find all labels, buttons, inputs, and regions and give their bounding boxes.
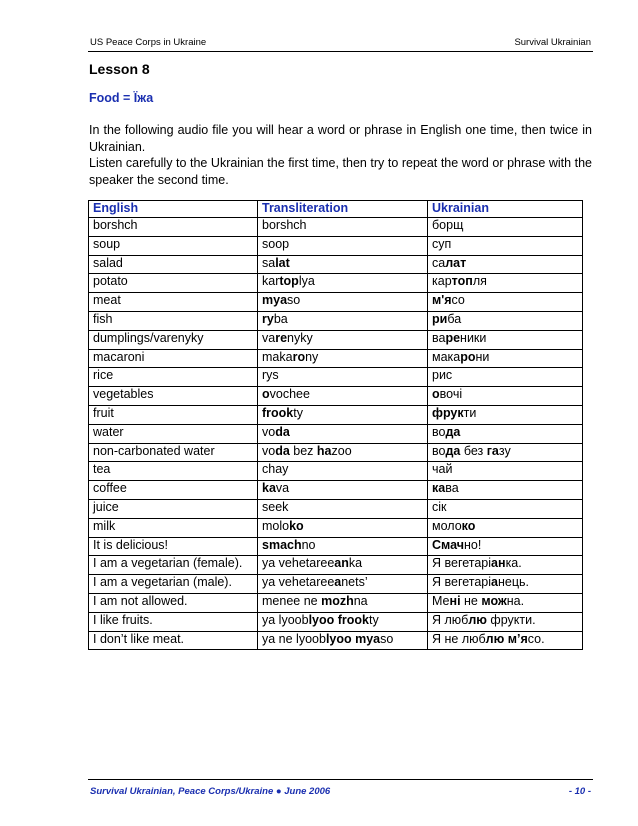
cell-transliteration: smachno — [258, 537, 428, 556]
cell-english: tea — [89, 462, 258, 481]
table-row — [89, 631, 583, 650]
table-row — [89, 443, 583, 462]
cell-english: meat — [89, 293, 258, 312]
table-row — [89, 218, 583, 237]
cell-ukrainian: кава — [428, 481, 583, 500]
cell-english: coffee — [89, 481, 258, 500]
cell-transliteration: menee ne mozhna — [258, 593, 428, 612]
cell-ukrainian: Я люблю фрукти. — [428, 612, 583, 631]
cell-transliteration: frookty — [258, 405, 428, 424]
table-row — [89, 481, 583, 500]
cell-english: non-carbonated water — [89, 443, 258, 462]
cell-ukrainian: салат — [428, 255, 583, 274]
cell-english: milk — [89, 518, 258, 537]
cell-english: dumplings/varenyky — [89, 330, 258, 349]
cell-ukrainian: Я не люблю м’ясо. — [428, 631, 583, 650]
header-left: US Peace Corps in Ukraine — [90, 37, 207, 48]
table-row — [89, 499, 583, 518]
cell-transliteration: voda bez hazoo — [258, 443, 428, 462]
cell-english: soup — [89, 236, 258, 255]
cell-transliteration: ya vehetareeanka — [258, 556, 428, 575]
cell-english: fish — [89, 311, 258, 330]
cell-english: I am a vegetarian (female). — [89, 556, 258, 575]
cell-ukrainian: вода — [428, 424, 583, 443]
table-row — [89, 274, 583, 293]
cell-english: water — [89, 424, 258, 443]
cell-transliteration: seek — [258, 499, 428, 518]
cell-ukrainian: борщ — [428, 218, 583, 237]
intro-text — [89, 122, 592, 188]
cell-transliteration: myaso — [258, 293, 428, 312]
table-row — [89, 330, 583, 349]
cell-transliteration: makarony — [258, 349, 428, 368]
cell-transliteration: chay — [258, 462, 428, 481]
cell-transliteration: rys — [258, 368, 428, 387]
cell-ukrainian: Я вегетаріанка. — [428, 556, 583, 575]
cell-transliteration: ya lyooblyoo frookty — [258, 612, 428, 631]
cell-transliteration: ya vehetareeanets’ — [258, 575, 428, 594]
cell-english: potato — [89, 274, 258, 293]
cell-english: rice — [89, 368, 258, 387]
cell-ukrainian: картопля — [428, 274, 583, 293]
cell-ukrainian: риба — [428, 311, 583, 330]
header-transliteration: Transliteration — [258, 201, 428, 218]
cell-transliteration: soop — [258, 236, 428, 255]
table-row — [89, 593, 583, 612]
cell-ukrainian: м'ясо — [428, 293, 583, 312]
cell-transliteration: varenyky — [258, 330, 428, 349]
cell-ukrainian: сік — [428, 499, 583, 518]
cell-english: macaroni — [89, 349, 258, 368]
cell-ukrainian: рис — [428, 368, 583, 387]
header-english: English — [89, 201, 258, 218]
cell-english: juice — [89, 499, 258, 518]
cell-ukrainian: Мені не можна. — [428, 593, 583, 612]
table-row — [89, 556, 583, 575]
header-right: Survival Ukrainian — [514, 37, 591, 48]
intro-paragraph-1: In the following audio file you will hear a word or phrase in English one time, then twice in Ukrainian. — [89, 123, 592, 154]
page-header — [88, 37, 593, 52]
lesson-title: Lesson 8 — [89, 61, 150, 77]
table-row — [89, 575, 583, 594]
table-row — [89, 368, 583, 387]
cell-transliteration: moloko — [258, 518, 428, 537]
table-row — [89, 424, 583, 443]
cell-transliteration: kartoplya — [258, 274, 428, 293]
cell-transliteration: ovochee — [258, 387, 428, 406]
table-row — [89, 255, 583, 274]
page-number: - 10 - — [568, 786, 591, 797]
cell-transliteration: voda — [258, 424, 428, 443]
table-header-row — [89, 201, 583, 218]
intro-paragraph-2: Listen carefully to the Ukrainian the first time, then try to repeat the word or phrase with the speaker the second time. — [89, 156, 592, 187]
cell-english: I am a vegetarian (male). — [89, 575, 258, 594]
table-row — [89, 293, 583, 312]
cell-english: fruit — [89, 405, 258, 424]
header-ukrainian: Ukrainian — [428, 201, 583, 218]
cell-ukrainian: молоко — [428, 518, 583, 537]
cell-ukrainian: вода без газу — [428, 443, 583, 462]
table-row — [89, 311, 583, 330]
table-body — [89, 218, 583, 650]
cell-ukrainian: чай — [428, 462, 583, 481]
cell-english: I don’t like meat. — [89, 631, 258, 650]
table-row — [89, 612, 583, 631]
cell-english: borshch — [89, 218, 258, 237]
cell-ukrainian: овочі — [428, 387, 583, 406]
table-row — [89, 462, 583, 481]
table-row — [89, 537, 583, 556]
cell-english: I like fruits. — [89, 612, 258, 631]
cell-ukrainian: вареники — [428, 330, 583, 349]
table-row — [89, 518, 583, 537]
cell-transliteration: kava — [258, 481, 428, 500]
food-title: Food = Їжа — [89, 91, 154, 105]
cell-ukrainian: Смачно! — [428, 537, 583, 556]
cell-transliteration: ryba — [258, 311, 428, 330]
table-row — [89, 405, 583, 424]
cell-english: vegetables — [89, 387, 258, 406]
cell-ukrainian: фрукти — [428, 405, 583, 424]
table-row — [89, 349, 583, 368]
page-footer — [88, 779, 593, 797]
cell-transliteration: salat — [258, 255, 428, 274]
cell-transliteration: borshch — [258, 218, 428, 237]
cell-english: It is delicious! — [89, 537, 258, 556]
cell-english: salad — [89, 255, 258, 274]
vocabulary-table — [88, 200, 583, 650]
cell-ukrainian: суп — [428, 236, 583, 255]
cell-transliteration: ya ne lyooblyoo myaso — [258, 631, 428, 650]
footer-left: Survival Ukrainian, Peace Corps/Ukraine ● June 2006 — [90, 786, 331, 797]
cell-ukrainian: макарони — [428, 349, 583, 368]
cell-english: I am not allowed. — [89, 593, 258, 612]
cell-ukrainian: Я вегетаріанець. — [428, 575, 583, 594]
table-row — [89, 387, 583, 406]
table-row — [89, 236, 583, 255]
